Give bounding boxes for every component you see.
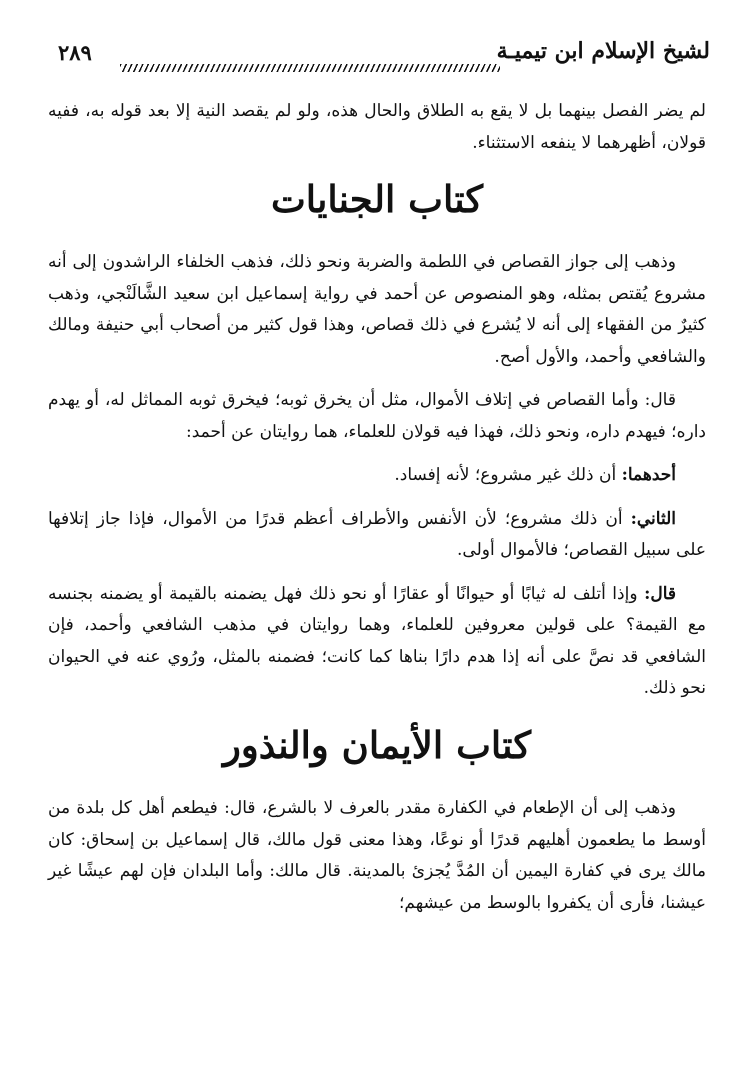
paragraph-text: وإذا أتلف له ثيابًا أو حيوانًا أو عقارًا أو نحو ذلك فهل يضمنه بالقيمة أو يضمنه بجنسه مع القيمة؟ على قولين معروفين للعلماء، وهما روايتان في مذهب الشافعي وأحمد، فإن الشافعي قد نصَّ على أنه إذا هدم دارًا بناها كما كانت؛ فضمنه بالمثل، ورُوي عنه في الحيوان نحو ذلك. [48,583,706,699]
paragraph-amwal: قال: وأما القصاص في إتلاف الأموال، مثل أن يخرق ثوبه؛ فيخرق ثوبه المماثل له، أو يهدم داره؛ فيهدم داره، ونحو ذلك، فهذا فيه قولان للعلماء، هما روايتان عن أحمد: [48,390,706,442]
section-heading-aiman: كتاب الأيمان والنذور [223,722,531,767]
paragraph-daman [48,579,706,705]
lead-word: الثاني: [630,508,676,529]
paragraph-first-opinion [48,460,706,492]
running-title: لشيخ الإسلام ابن تيميـة [496,38,710,64]
page-number: ٢٨٩ [58,40,92,65]
section-heading-jinayat: كتاب الجنايات [270,177,484,221]
lead-word: قال: [644,583,676,604]
page-body [48,96,706,919]
lead-word: أحدهما: [621,465,676,486]
paragraph-second-opinion [48,504,706,567]
page-header [58,38,710,82]
intro-paragraph: لم يضر الفصل بينهما بل لا يقع به الطلاق والحال هذه، ولو لم يقصد النية إلا بعد قوله به، ففيه قولان، أظهرهما لا ينفعه الاستثناء. [48,101,706,153]
paragraph-text: أن ذلك مشروع؛ لأن الأنفس والأطراف أعظم قدرًا من الأموال، فإذا جاز إتلافها على سبيل القصاص؛ فالأموال أولى. [48,508,706,561]
paragraph-kaffara: وذهب إلى أن الإطعام في الكفارة مقدر بالعرف لا بالشرع، قال: فيطعم أهل كل بلدة من أوسط ما يطعمون أهليهم قدرًا أو نوعًا، وهذا معنى قول مالك، قال إسماعيل بن إسحاق: كان مالك يرى في كفارة اليمين أن المُدَّ يُجزئ بالمدينة. قال مالك: وأما البلدان فإن لهم عيشًا غير عيشنا، فأرى أن يكفروا بالوسط من عيشهم؛ [48,798,706,913]
paragraph-text: أن ذلك غير مشروع؛ لأنه إفساد. [394,465,622,486]
paragraph-qisas: وذهب إلى جواز القصاص في اللطمة والضربة ونحو ذلك، فذهب الخلفاء الراشدون إلى أنه مشروع يُقتص بمثله، وهو المنصوص عن أحمد في رواية إسماعيل ابن سعيد الشَّالَنْجي، وذهب كثيرٌ من الفقهاء إلى أنه لا يُشرع في ذلك قصاص، وهذا قول كثير من أصحاب أبي حنيفة ومالك والشافعي وأحمد، والأول أصح. [48,252,706,367]
header-rule [120,64,500,72]
